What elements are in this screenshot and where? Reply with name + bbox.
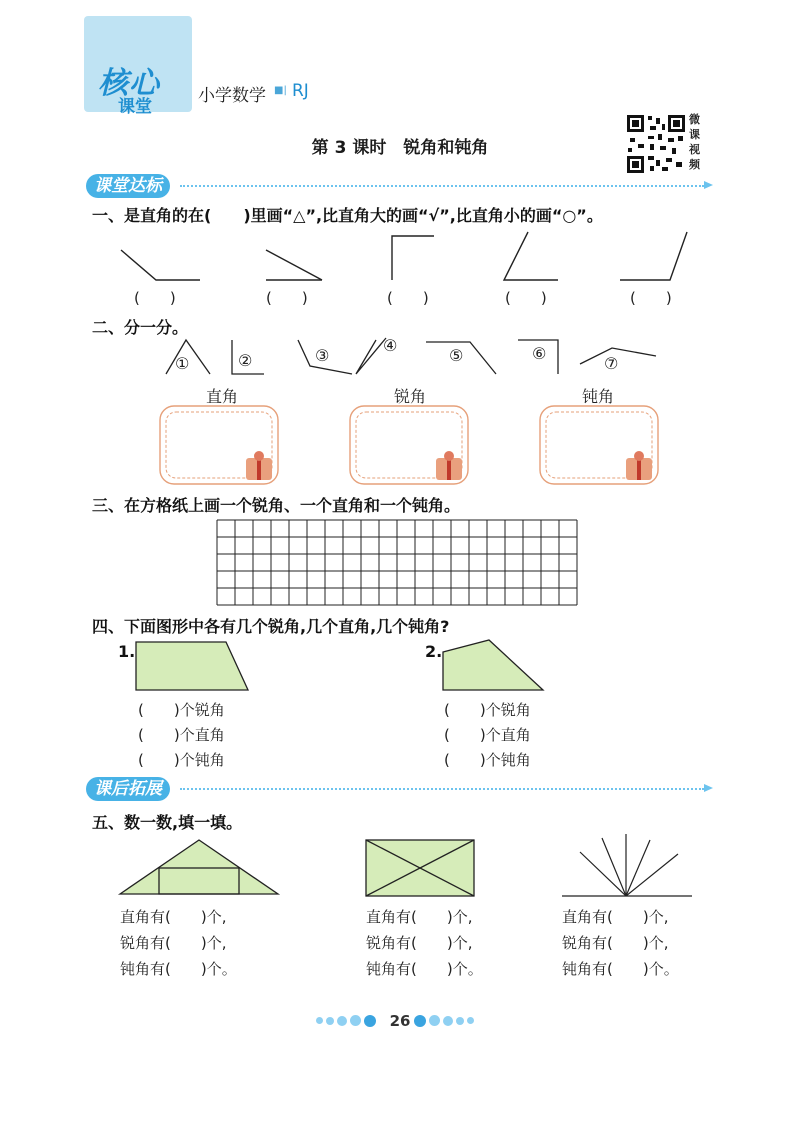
section-divider — [180, 185, 704, 187]
figure-2-label: 2. — [425, 642, 443, 661]
qr-label: 微课视频 — [689, 113, 700, 171]
page-title: 第 3 课时 锐角和钝角 — [311, 138, 489, 158]
fig5b-obtuse-count[interactable]: 钝角有( )个。 — [366, 960, 483, 978]
arrow-icon — [704, 783, 714, 793]
figure-1-label: 1. — [118, 642, 136, 661]
category-label-obtuse: 钝角 — [582, 387, 615, 406]
fig2-obtuse-answer[interactable]: ( )个钝角 — [444, 751, 531, 769]
angle-number-7: ⑦ — [604, 354, 619, 373]
logo-title: 核心 — [98, 66, 160, 101]
logo-subtitle: 课堂 — [118, 97, 152, 117]
qr-code-icon[interactable] — [626, 114, 686, 174]
sort-frames — [158, 404, 664, 486]
fig5a-obtuse-count[interactable]: 钝角有( )个。 — [120, 960, 237, 978]
fig5b-acute-count[interactable]: 锐角有( )个, — [366, 934, 473, 952]
figure-2-quadrilateral — [441, 638, 547, 694]
angle-number-5: ⑤ — [449, 346, 464, 365]
fig5a-acute-count[interactable]: 锐角有( )个, — [120, 934, 227, 952]
angle-number-2: ② — [238, 351, 253, 370]
figure-rectangle-diagonals — [364, 838, 476, 898]
arrow-icon — [704, 180, 714, 190]
fig2-acute-answer[interactable]: ( )个锐角 — [444, 701, 531, 719]
edition-label: RJ — [292, 81, 309, 101]
angle-5 — [620, 232, 687, 280]
angle-1 — [121, 250, 200, 280]
angle-number-4: ④ — [383, 336, 398, 355]
question-2-text: 二、分一分。 — [92, 318, 189, 337]
question-5-text: 五、数一数,填一填。 — [92, 813, 243, 832]
fig5c-right-count[interactable]: 直角有( )个, — [562, 908, 669, 926]
grid-paper[interactable] — [216, 519, 578, 607]
category-label-acute: 锐角 — [394, 387, 427, 406]
subject-label: 小学数学 — [198, 86, 266, 106]
page-dots-right — [414, 1010, 477, 1029]
fig5b-right-count[interactable]: 直角有( )个, — [366, 908, 473, 926]
q1-answer-paren-3[interactable]: ( ) — [387, 289, 429, 307]
fig5c-acute-count[interactable]: 锐角有( )个, — [562, 934, 669, 952]
q2-angle-figures — [160, 334, 660, 382]
angle-3 — [392, 236, 434, 280]
q1-answer-paren-1[interactable]: ( ) — [134, 289, 176, 307]
question-1-text: 一、是直角的在( )里画“△”,比直角大的画“√”,比直角小的画“○”。 — [92, 206, 603, 225]
angle-2 — [266, 250, 322, 280]
q1-angle-figures — [100, 228, 720, 288]
figure-1-trapezoid — [134, 640, 252, 694]
q1-answer-paren-5[interactable]: ( ) — [630, 289, 672, 307]
fig1-acute-answer[interactable]: ( )个锐角 — [138, 701, 225, 719]
angle-number-3: ③ — [315, 346, 330, 365]
fig1-obtuse-answer[interactable]: ( )个钝角 — [138, 751, 225, 769]
section-divider — [180, 788, 704, 790]
fig5c-obtuse-count[interactable]: 钝角有( )个。 — [562, 960, 679, 978]
question-3-text: 三、在方格纸上画一个锐角、一个直角和一个钝角。 — [92, 496, 461, 515]
angle-number-1: ① — [175, 354, 190, 373]
q1-answer-paren-2[interactable]: ( ) — [266, 289, 308, 307]
q1-answer-paren-4[interactable]: ( ) — [505, 289, 547, 307]
angle-number-6: ⑥ — [532, 344, 547, 363]
fig5a-right-count[interactable]: 直角有( )个, — [120, 908, 227, 926]
section-banner-extension: 课后拓展 — [86, 777, 170, 801]
page-number: 26 — [389, 1012, 411, 1030]
fig1-right-answer[interactable]: ( )个直角 — [138, 726, 225, 744]
section-banner-practice: 课堂达标 — [86, 174, 170, 198]
question-4-text: 四、下面图形中各有几个锐角,几个直角,几个钝角? — [92, 617, 450, 636]
category-label-right: 直角 — [206, 387, 239, 406]
figure-triangle-rectangle — [116, 836, 282, 898]
figure-fan-rays — [560, 832, 694, 900]
separator-icon: ■| — [274, 85, 287, 96]
fig2-right-answer[interactable]: ( )个直角 — [444, 726, 531, 744]
angle-4 — [504, 232, 558, 280]
